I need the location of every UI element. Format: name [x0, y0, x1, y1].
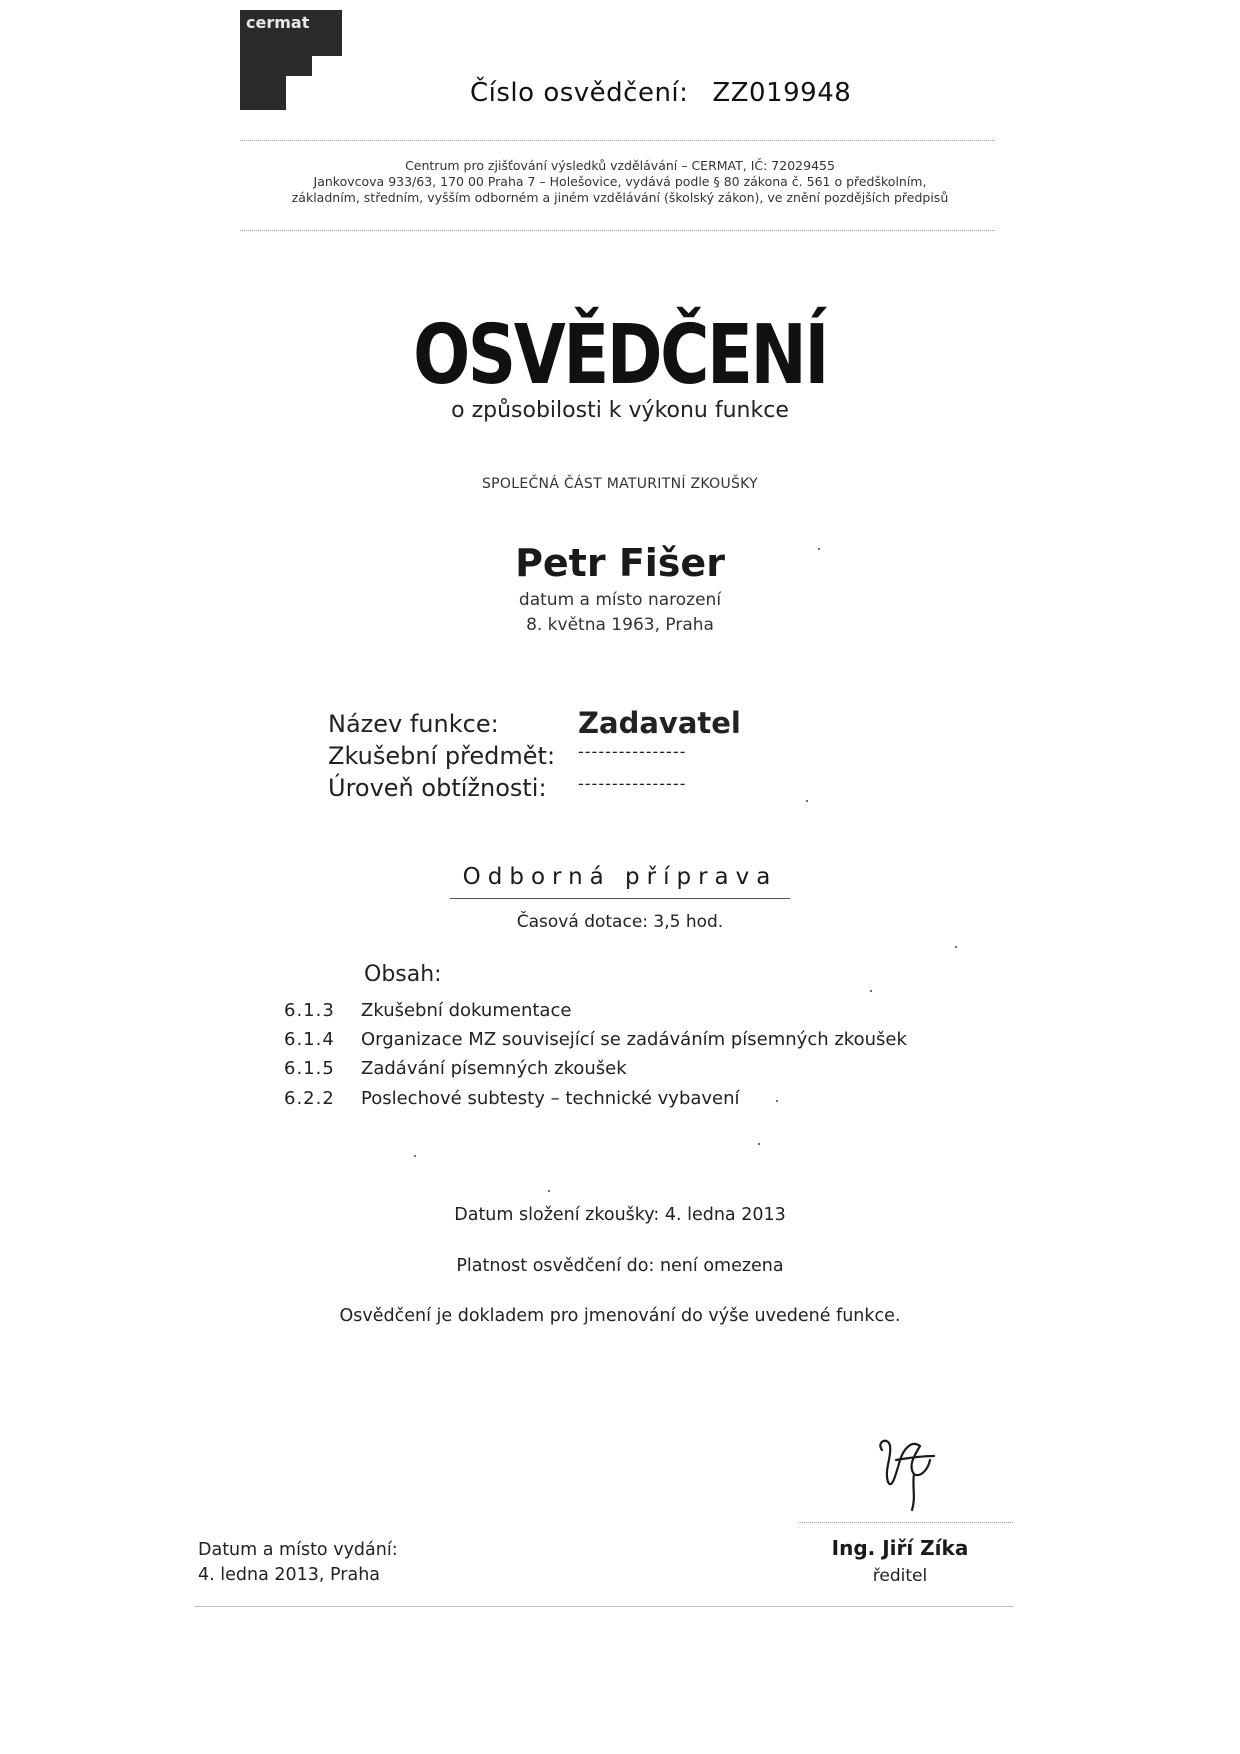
footer-rule [194, 1606, 1014, 1607]
content-item-text: Zadávání písemných zkoušek [361, 1058, 627, 1079]
contents-label: Obsah: [364, 962, 442, 987]
scan-speck [414, 1155, 416, 1157]
certificate-number-row [470, 78, 851, 108]
training-title-underline [450, 898, 790, 899]
content-item-code: 6.1.3 [284, 1000, 335, 1021]
function-label: Název funkce: [328, 710, 499, 738]
certificate-statement: Osvědčení je dokladem pro jmenování do výše uvedené funkce. [339, 1306, 901, 1326]
issue-label: Datum a místo vydání: [198, 1540, 398, 1560]
signatory-title: ředitel [872, 1566, 928, 1586]
level-label: Úroveň obtížnosti: [328, 774, 547, 802]
birth-label: datum a místo narození [518, 590, 722, 610]
content-item [284, 1058, 627, 1079]
validity: Platnost osvědčení do: není omezena [456, 1256, 784, 1276]
function-value: Zadavatel [578, 706, 741, 740]
subject-value: ---------------- [578, 742, 687, 761]
issue-value: 4. ledna 2013, Praha [198, 1565, 381, 1585]
certificate-number: ZZ019948 [712, 78, 852, 108]
exam-section-label: SPOLEČNÁ ČÁST MATURITNÍ ZKOUŠKY [481, 476, 759, 492]
content-item-code: 6.1.4 [284, 1029, 335, 1050]
document-title: OSVĚDČENÍ [413, 308, 827, 403]
svg-text:cermat: cermat [246, 13, 310, 32]
scan-speck [776, 1100, 778, 1102]
time-allotment: Časová dotace: 3,5 hod. [516, 912, 724, 932]
header-divider [240, 140, 995, 141]
scan-speck [955, 946, 957, 948]
content-item-code: 6.1.5 [284, 1058, 335, 1079]
scan-speck [806, 800, 808, 802]
issuer-line: Jankovcova 933/63, 170 00 Praha 7 – Holešovice, vydává podle § 80 zákona č. 561 o předškolním, [313, 174, 927, 189]
scan-speck [818, 548, 820, 550]
content-item [284, 1029, 907, 1050]
scan-speck [758, 1143, 760, 1145]
signatory-name: Ing. Jiří Zíka [831, 1536, 969, 1560]
issuer-info [0, 158, 1240, 206]
scan-speck [870, 990, 872, 992]
issuer-line: základním, středním, vyšším odborném a jiném vzdělávání (školský zákon), ve znění pozdějších předpisů [291, 190, 949, 205]
birth-value: 8. května 1963, Praha [526, 615, 714, 635]
cermat-logo [240, 10, 342, 110]
issue-block [198, 1538, 398, 1588]
content-item-text: Poslechové subtesty – technické vybavení [361, 1088, 740, 1109]
signatory [820, 1536, 980, 1586]
issuer-line: Centrum pro zjišťování výsledků vzdělávání – CERMAT, IČ: 72029455 [405, 158, 835, 173]
level-value: ---------------- [578, 774, 687, 793]
training-title: Odborná příprava [462, 864, 778, 890]
content-item [284, 1000, 571, 1021]
scan-speck [548, 1190, 550, 1192]
content-item-text: Organizace MZ související se zadáváním písemných zkoušek [361, 1029, 907, 1050]
exam-date: Datum složení zkoušky: 4. ledna 2013 [454, 1205, 786, 1225]
content-item [284, 1088, 740, 1109]
signature-line [798, 1522, 1013, 1523]
handwritten-signature [862, 1430, 952, 1519]
content-item-code: 6.2.2 [284, 1088, 335, 1109]
content-item-text: Zkušební dokumentace [361, 1000, 572, 1021]
subject-label: Zkušební předmět: [328, 742, 556, 770]
issuer-divider [240, 230, 995, 231]
holder-name: Petr Fišer [515, 541, 725, 585]
certificate-number-label: Číslo osvědčení: [470, 78, 689, 108]
document-subtitle: o způsobilosti k výkonu funkce [451, 398, 789, 423]
